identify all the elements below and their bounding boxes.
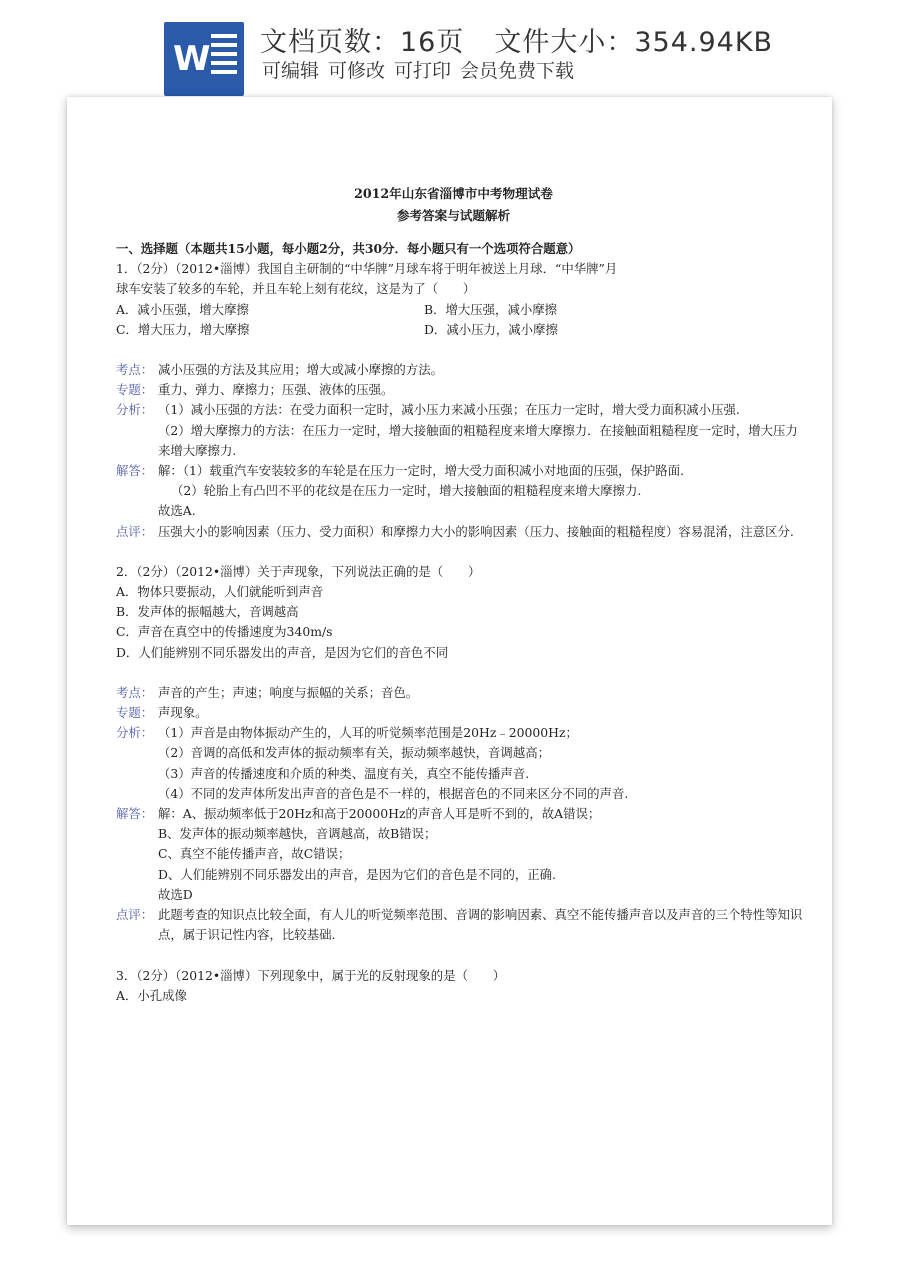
q2-fenxi (116, 723, 806, 743)
q1-option-c: C．增大压力，增大摩擦 (116, 321, 250, 337)
fenxi-text-1: （1）声音是由物体振动产生的，人耳的听觉频率范围是20Hz﹣20000Hz； (158, 725, 578, 741)
jieda-text-2: （2）轮胎上有凸凹不平的花纹是在压力一定时，增大接触面的粗糙程度来增大摩擦力. (171, 483, 642, 499)
zhuanti-text: 声现象。 (158, 705, 208, 721)
jieda-text-5: 故选D (158, 886, 193, 902)
feature-printable: 可打印 (394, 60, 452, 82)
fenxi-text-3: （3）声音的传播速度和介质的种类、温度有关，真空不能传播声音. (158, 765, 530, 781)
word-icon-lines (211, 34, 237, 79)
fenxi-text-4: （4）不同的发声体所发出声音的音色是不一样的，根据音色的不同来区分不同的声音. (158, 785, 629, 801)
fenxi-label: 分析： (116, 725, 154, 741)
q3-stem: 3．（2分）（2012•淄博）下列现象中，属于光的反射现象的是（ ） (116, 967, 506, 983)
jieda-text-1: 解：（1）载重汽车安装较多的车轮是在压力一定时，增大受力面积减小对地面的压强，保护路面. (158, 463, 685, 479)
q2-kaodian (116, 683, 806, 703)
zhuanti-label: 专题： (116, 382, 154, 398)
fenxi-label: 分析： (116, 402, 154, 418)
q1-options-row1 (116, 300, 806, 320)
fenxi-text-1: （1）减小压强的方法：在受力面积一定时，减小压力来减小压强；在压力一定时，增大受力面积减小压强. (158, 402, 740, 418)
jieda-text-2: B、发声体的振动频率越快，音调越高，故B错误； (158, 826, 437, 842)
word-icon-letter: W (173, 39, 211, 79)
kaodian-text: 声音的产生；声速；响度与振幅的关系；音色。 (158, 684, 419, 700)
q1-dianping (116, 522, 806, 542)
kaodian-label: 考点： (116, 684, 154, 700)
q2-option-d: D．人们能辨别不同乐器发出的声音，是因为它们的音色不同 (116, 644, 449, 660)
feature-member-download[interactable]: 会员免费下载 (460, 60, 575, 82)
q2-zhuanti (116, 703, 806, 723)
word-document-icon (164, 22, 244, 96)
q1-option-d: D．减小压力，减小摩擦 (424, 321, 558, 337)
page-count: 文档页数：16页 (260, 27, 465, 58)
q1-option-b: B．增大压强，减小摩擦 (424, 301, 558, 317)
q2-stem: 2．（2分）（2012•淄博）关于声现象，下列说法正确的是（ ） (116, 563, 481, 579)
q1-options-row2 (116, 320, 806, 340)
q2-dianping (116, 905, 806, 945)
q1-stem-line2: 球车安装了较多的车轮，并且车轮上刻有花纹，这是为了（ ） (116, 281, 476, 297)
q1-kaodian (116, 360, 806, 380)
dianping-label: 点评： (116, 523, 154, 539)
zhuanti-text: 重力、弹力、摩擦力；压强、液体的压强。 (158, 382, 394, 398)
dianping-text: 此题考查的知识点比较全面，有人儿的听觉频率范围、音调的影响因素、真空不能传播声音以及声音的三个特性等知识点，属于识记性内容，比较基础. (158, 907, 803, 943)
q2-option-a: A．物体只要振动，人们就能听到声音 (116, 584, 324, 600)
feature-list (262, 56, 583, 83)
feature-modifiable: 可修改 (328, 60, 386, 82)
q2-option-c: C．声音在真空中的传播速度为340m/s (116, 624, 333, 640)
jieda-text-1: 解：A、振动频率低于20Hz和高于20000Hz的声音人耳是听不到的，故A错误； (158, 806, 601, 822)
q1-fenxi (116, 400, 806, 420)
kaodian-text: 减小压强的方法及其应用；增大或减小摩擦的方法。 (158, 362, 443, 378)
jieda-label: 解答： (116, 463, 154, 479)
q2-jieda (116, 804, 806, 824)
q1-stem-line1: 1．（2分）（2012•淄博）我国自主研制的“中华牌”月球车将于明年被送上月球．“中华牌”月 (116, 261, 618, 277)
document-content (116, 183, 806, 1006)
file-meta (260, 20, 773, 59)
doc-subtitle: 参考答案与试题解析 (396, 208, 511, 223)
fenxi-text-2: （2）音调的高低和发声体的振动频率有关，振动频率越快，音调越高； (158, 745, 550, 761)
jieda-label: 解答： (116, 806, 154, 822)
zhuanti-label: 专题： (116, 705, 154, 721)
q3-option-a: A．小孔成像 (116, 987, 187, 1003)
kaodian-label: 考点： (116, 362, 154, 378)
jieda-text-3: C、真空不能传播声音，故C错误； (158, 846, 351, 862)
file-size: 文件大小：354.94KB (494, 27, 774, 58)
q1-zhuanti (116, 380, 806, 400)
feature-editable: 可编辑 (262, 60, 320, 82)
jieda-text-4: D、人们能辨别不同乐器发出的声音，是因为它们的音色是不同的，正确. (158, 866, 556, 882)
q1-jieda (116, 461, 806, 481)
section-heading: 一、选择题（本题共15小题，每小题2分，共30分．每小题只有一个选项符合题意） (116, 241, 581, 256)
fenxi-text-2: （2）增大摩擦力的方法：在压力一定时，增大接触面的粗糙程度来增大摩擦力．在接触面粗糙程度一定时，增大压力来增大摩擦力. (158, 422, 798, 458)
q1-option-a: A．减小压强，增大摩擦 (116, 301, 249, 317)
doc-title: 2012年山东省淄博市中考物理试卷 (354, 186, 553, 201)
q2-option-b: B．发声体的振幅越大，音调越高 (116, 604, 299, 620)
dianping-text: 压强大小的影响因素（压力、受力面积）和摩擦力大小的影响因素（压力、接触面的粗糙程度）容易混淆，注意区分. (158, 523, 794, 539)
download-banner (0, 0, 900, 96)
jieda-text-3: 故选A. (158, 503, 196, 519)
dianping-label: 点评： (116, 907, 154, 923)
